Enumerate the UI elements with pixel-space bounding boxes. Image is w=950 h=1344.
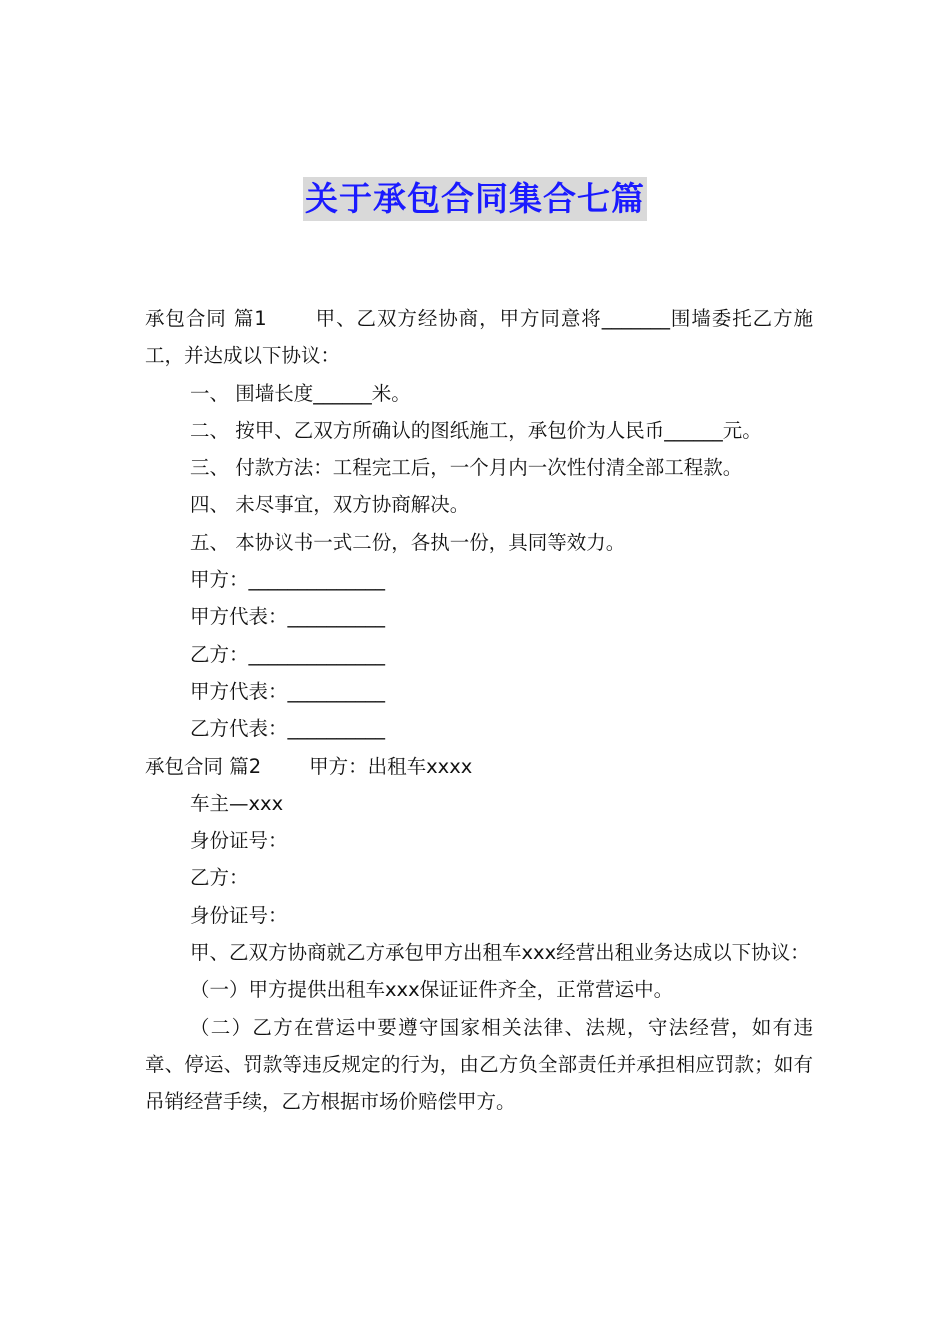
signature-line: 甲方代表：__________ bbox=[190, 605, 386, 629]
section-2-intro bbox=[145, 748, 813, 785]
signature-line: 甲方代表：__________ bbox=[190, 679, 386, 703]
section-1-intro-text: 甲、乙双方经协商，甲方同意将_______围墙委托乙方施工，并达成以下协议： bbox=[145, 307, 813, 368]
clause-paragraph: （一）甲方提供出租车xxx保证证件齐全，正常营运中。 bbox=[190, 978, 674, 1002]
section-1-item: 四、 未尽事宜，双方协商解决。 bbox=[190, 493, 470, 517]
title-container bbox=[0, 177, 950, 221]
section-1-item: 三、 付款方法：工程完工后，一个月内一次性付清全部工程款。 bbox=[190, 456, 743, 480]
party-info-line: 乙方： bbox=[190, 866, 249, 890]
signature-line: 乙方代表：__________ bbox=[190, 717, 386, 741]
section-1-item: 一、 围墙长度______米。 bbox=[190, 381, 411, 405]
section-1-heading: 承包合同 篇1 bbox=[145, 307, 267, 330]
signature-line: 甲方：______________ bbox=[190, 568, 386, 592]
document-body bbox=[145, 300, 813, 1121]
section-2-heading: 承包合同 篇2 bbox=[145, 754, 262, 778]
section-2-intro-text: 甲方：出租车xxxx bbox=[309, 754, 473, 778]
clause-paragraph: （二）乙方在营运中要遵守国家相关法律、法规，守法经营，如有违章、停运、罚款等违反规定的行为，由乙方负全部责任并承担相应罚款；如有吊销经营手续，乙方根据市场价赔偿甲方。 bbox=[145, 1015, 813, 1114]
section-1-intro bbox=[145, 300, 813, 375]
signature-line: 乙方：______________ bbox=[190, 642, 386, 666]
document-title: 关于承包合同集合七篇 bbox=[303, 177, 647, 221]
party-info-line: 车主—xxx bbox=[190, 791, 284, 815]
party-info-line: 身份证号： bbox=[190, 829, 288, 853]
section-1-item: 五、 本协议书一式二份，各执一份，具同等效力。 bbox=[190, 530, 626, 554]
party-info-line: 身份证号： bbox=[190, 903, 288, 927]
section-1-item: 二、 按甲、乙双方所确认的图纸施工，承包价为人民币______元。 bbox=[190, 418, 762, 442]
agreement-paragraph: 甲、乙双方协商就乙方承包甲方出租车xxx经营出租业务达成以下协议： bbox=[190, 941, 810, 965]
